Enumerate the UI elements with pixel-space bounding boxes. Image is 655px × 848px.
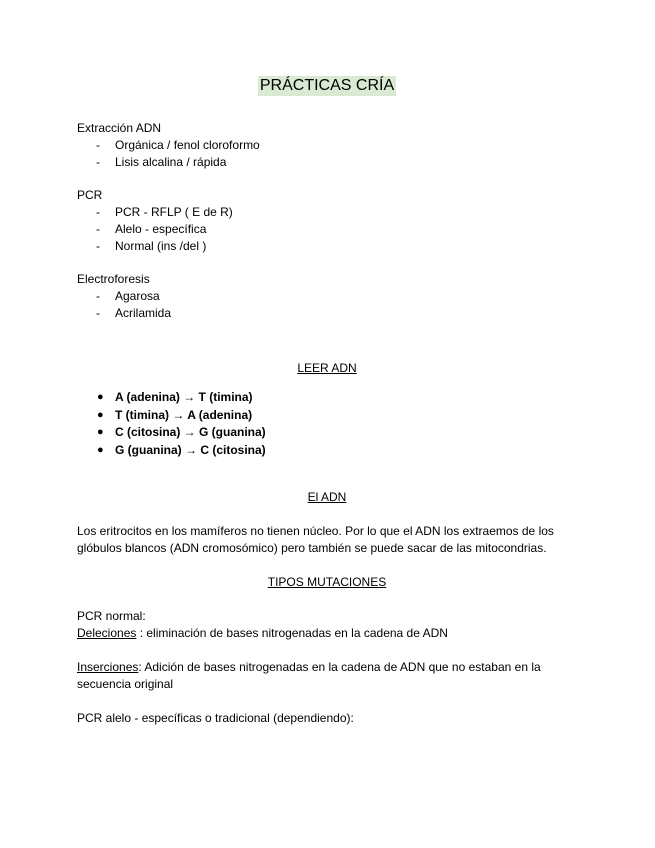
extraccion-heading: Extracción ADN: [77, 121, 162, 135]
bullet-marker: ●: [97, 426, 104, 438]
dash-marker: -: [96, 289, 100, 303]
list-item: ● G (guanina) → C (citosina): [77, 442, 577, 460]
list-item: - Lisis alcalina / rápida: [96, 155, 227, 169]
document-title: PRÁCTICAS CRÍA: [259, 77, 395, 94]
deleciones-line: [77, 625, 577, 642]
electroforesis-heading: Electroforesis: [77, 272, 150, 286]
pcr-normal-label: PCR normal:: [77, 609, 146, 623]
bullet-marker: ●: [97, 391, 104, 403]
leer-adn-heading: LEER ADN: [297, 361, 357, 375]
dash-marker: -: [96, 205, 100, 219]
deleciones-term: Deleciones: [77, 626, 137, 640]
dash-marker: -: [96, 239, 100, 253]
list-item: - Acrilamida: [96, 306, 172, 320]
tipos-mutaciones-heading: TIPOS MUTACIONES: [267, 575, 387, 589]
pcr-list: [77, 204, 577, 255]
el-adn-heading: El ADN: [307, 490, 347, 504]
title-row: [77, 76, 577, 96]
list-item: - Agarosa: [96, 289, 160, 303]
list-item: - Normal (ins /del ): [96, 239, 207, 253]
deleciones-text: : eliminación de bases nitrogenadas en la cadena de ADN: [136, 626, 448, 640]
list-item: ● A (adenina) → T (timina): [77, 389, 577, 407]
inserciones-line: [77, 659, 577, 693]
pcr-alelo-line: PCR alelo - específicas o tradicional (dependiendo):: [77, 711, 354, 725]
dash-marker: -: [96, 155, 100, 169]
electroforesis-list: [77, 288, 577, 322]
base-pairs-list: [77, 389, 577, 459]
inserciones-text: : Adición de bases nitrogenadas en la cadena de ADN que no estaban en la secuencia original: [77, 660, 541, 691]
list-item: - Orgánica / fenol cloroformo: [96, 138, 260, 152]
pcr-heading: PCR: [77, 188, 103, 202]
extraccion-list: [77, 137, 577, 171]
list-item: ● T (timina) → A (adenina): [77, 407, 577, 425]
list-item: - Alelo - específica: [96, 222, 207, 236]
bullet-marker: ●: [97, 408, 104, 421]
dash-marker: -: [96, 138, 100, 152]
document-page: [77, 76, 577, 727]
list-item: ● C (citosina) → G (guanina): [77, 424, 577, 442]
list-item: - PCR - RFLP ( E de R): [96, 205, 233, 219]
bullet-marker: ●: [97, 443, 104, 456]
el-adn-paragraph: Los eritrocitos en los mamíferos no tienen núcleo. Por lo que el ADN los extraemos de los glóbulos blancos (ADN cromosómico) pero también se puede sacar de las mitocondrias.: [77, 524, 554, 555]
dash-marker: -: [96, 306, 100, 320]
inserciones-term: Inserciones: [77, 660, 139, 674]
dash-marker: -: [96, 222, 100, 236]
